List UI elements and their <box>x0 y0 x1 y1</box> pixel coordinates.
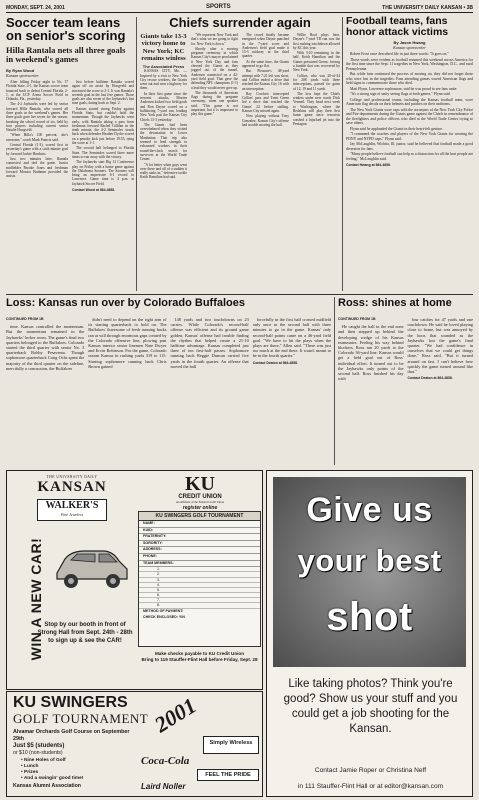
chiefs-body <box>140 33 340 181</box>
chiefs-paragraph: KANSAS CITY, Mo. — Inspired by a visit to New York City rescue workers, the Giants went out and won a highway for them. <box>140 69 187 91</box>
swingers-price-student: Just $5 (students) <box>13 743 65 749</box>
soccer-contact: Contact Wood at 864-4858. <box>72 188 116 193</box>
checks-note: Make checks payable to KU Credit Union <box>154 651 245 656</box>
soccer-paragraph: The Jayhawks start Big 12 Conference play on Friday with a home game against the Oklahoma Sooners. The Sooners will bring an impressive 6-1 record to Lawrence. Game time is 4 p.m. at Jayhawk Soccer Field. <box>72 160 134 186</box>
credit-union-logo <box>141 474 259 511</box>
registration-form <box>138 511 261 647</box>
chiefs-paragraph: The loss kept the Chiefs winless under new coach Dick Vermeil. They head next week to Washington, where the Redskins will play their first home game since terrorists crashed a hijacked jet into the Pentagon. <box>293 91 340 126</box>
folio-date: MONDAY, SEPT. 24, 2001 <box>6 5 65 11</box>
stop-by-text: Stop by our booth in front of Strong Hall from Sept. 24th - 28th to sign up & see the CAR! <box>37 622 133 644</box>
fans-headline: Football teams, fans honor attack victims <box>346 15 449 38</box>
udk-logo <box>25 475 119 496</box>
loss-paragraph: 148 yards and two touchdowns on 23 carries. While Colorado's second-half offense was efficient and its ground game golden, Kansas' offense had trouble finding the rhythm that helped create a 21-10 halftime advantage. Kansas completed just three of ten first-half passes. Sophomore running back Reggie Duncan carried five yards in the fourth quarter. An offense that moved the ball <box>170 317 249 369</box>
simply-wireless-logo: Simply Wireless <box>203 736 259 754</box>
team-member-line[interactable]: 5. <box>139 588 260 593</box>
walkers-name: WALKER'S <box>45 500 99 511</box>
ross-headline: Ross: shines at home <box>338 297 452 309</box>
chiefs-paragraph: The Giants had been overwhelmed when they visited the devastation in Lower Manhattan. That trip also seemed to lend strength to exhausted workers in their round-the-clock search for survivors at the World Trade Center. <box>140 122 187 162</box>
loss-body <box>6 317 331 372</box>
loss-contact: Contact Deaton at 864-4858. <box>252 360 298 365</box>
newspaper-page <box>6 3 473 797</box>
ross-col-1 <box>338 317 404 382</box>
bring-note: Bring to 119 Stauffer-Flint Hall before Friday, Sept. 28 <box>141 657 258 662</box>
team-member-line[interactable]: 3. <box>139 578 260 583</box>
fans-col <box>346 52 473 168</box>
shot-line-1: Give us <box>306 491 433 529</box>
team-member-line[interactable]: 4. <box>139 583 260 588</box>
coca-cola-logo: Coca-Cola <box>141 755 190 767</box>
soccer-body <box>6 80 134 192</box>
chiefs-paragraph: Now playing without Tony Gonzalez, Kansas City's offense had trouble moving the ball. <box>242 114 289 127</box>
column-rule <box>334 297 335 465</box>
section-rule <box>6 294 473 295</box>
form-field-team-members: TEAM MEMBERS: <box>139 561 260 568</box>
soccer-paragraph: After falling Friday night to No. 17 Florida State, 4-1, the Kansas soccer team bounced back to defeat Central Florida, 2-1, at the UCF Arena Soccer Field in Orlando, Fla., yesterday. <box>6 79 68 102</box>
best-shot-photo <box>273 477 466 667</box>
soccer-paragraph: Central Florida (1-3), scored first in yesterday's game with a sixth minute goal by forward Jackie Hawkins. <box>6 143 68 156</box>
swingers-price-nonstudent: or $10 (non-students) <box>13 750 63 756</box>
loss-paragraph: time. Kansas controlled the momentum. But the momentum remained in the Jayhawks' locker room. The game's final two quarters belonged to the Buffaloes. Colorado started the third quarter with senior No. 3 quarterback Bobby Pesavento. Though sophomore quarterback Craig Ochs spent the majority of the third quarter on the sideline, mercifully a concussion, the Buffaloes <box>6 324 85 371</box>
soccer-headline: Soccer team leans on senior's scoring <box>6 15 126 43</box>
loss-continued: CONTINUED FROM 1B <box>6 317 44 321</box>
fans-paragraph: "It's a strong sign of unity seeing flags at both games," Flynn said. <box>350 92 451 96</box>
swingers-year: 2001 <box>150 692 201 738</box>
ross-contact: Contact Deaton at 864-4858. <box>407 376 453 381</box>
bullet-item: • Nine Holes of Golf <box>21 758 66 763</box>
soccer-story <box>6 16 134 291</box>
form-title: KU SWINGERS GOLF TOURNAMENT <box>139 512 260 521</box>
loss-col-1 <box>6 317 84 372</box>
loss-col-3 <box>171 317 249 372</box>
loss-paragraph: didn't need to depend on the right arm of its starting quarterback to hold on. The Buffaloes' threesome of fresh running backs ran at will through enormous gaps created by the Colorado offensive line, plowing past Kansas interior senior linemen Nate Dwyer and Ervin Robinson. For the game, Colorado outran Kansas in rushing yards 319 to 115. Starting sophomore running back Chris Brown gained <box>88 317 167 369</box>
chiefs-col-1 <box>140 33 187 181</box>
soccer-paragraph: The second half belonged to Florida State. The Seminoles scored three more times to run away with the victory. <box>72 146 134 159</box>
bullet-item: • Lunch <box>21 764 39 769</box>
ross-paragraph: four catches for 47 yards and one touchdown. He said he loved playing close to home, but was annoyed by the boos that sounded as the Jayhawks lost the game's final quarter. "We had confidence in ourselves that we could get things done," Ross said. "But it turned around on fast. I can't believe how quickly the game turned around like that." <box>407 317 473 375</box>
loss-headline: Loss: Kansas run over by Colorado Buffaloes <box>6 297 245 309</box>
ross-paragraph: He caught the ball in the end zone and then stepped up behind the developing wedge of his Kansas teammates. Feeling his way behind blockers, Ross ran 20 yards to the Colorado 36-yard line. Kansas would get a field goal out of Ross' individual effort. It turned out to be the Jayhawks only points of the second half. Ross finished his day with <box>338 324 404 382</box>
fans-paragraph: Flynn said he applauded the Giants in their heart-felt gesture. <box>350 126 443 131</box>
alumni-logo: Kansas Alumni Association <box>13 783 81 789</box>
ku-swingers-ad <box>6 691 263 797</box>
form-field-address[interactable]: ADDRESS: <box>139 547 260 554</box>
bullet-item: • Prizes <box>21 770 39 775</box>
form-field-fraternity[interactable]: FRATERNITY: <box>139 534 260 541</box>
swingers-title-2: GOLF TOURNAMENT <box>13 711 149 726</box>
fans-paragraph: The New York Giants wore caps with the acronyms of the New York City Police and Fire departments during the Giants game against the Chiefs in remembrance of the firefighters and police officers who died at the World Trade Center trying to save others. <box>346 107 473 125</box>
car-graphic <box>51 529 131 599</box>
udk-logo-big: KANSAN <box>37 479 107 495</box>
best-shot-contact-1: Contact Jamie Roper or Christina Neff <box>314 767 427 774</box>
soccer-deck: Hilla Rantala nets all three goals in weekend's games <box>6 45 126 65</box>
best-shot-body: Like taking photos? Think you're good? Show us your stuff and you could get a job shooting for the Kansan. <box>283 678 458 735</box>
form-field-kuid[interactable]: KUID: <box>139 528 260 535</box>
column-rule <box>342 17 343 291</box>
chiefs-paragraph: Ray Crockett intercepted Collins' pass and Trent Green led a drive that reached the Giants' 22 before stalling. Kansas City missed again. <box>242 91 289 114</box>
chiefs-paragraph: But Pleasure's 48-yard attempt with 7:21 left was short, and Collins ended a drive that reached the Kansas City 16 with an interception. <box>242 69 289 91</box>
form-field-sorority[interactable]: SORORITY: <box>139 541 260 548</box>
soccer-byline: By Ryan Wood <box>6 67 35 73</box>
fans-story <box>346 16 473 291</box>
feel-the-pride-logo: FEEL THE PRIDE <box>197 769 259 781</box>
fans-body <box>346 52 473 168</box>
fans-byline-role: Kansan sportswriter <box>393 45 426 50</box>
team-member-line[interactable]: 8. <box>139 603 260 608</box>
fans-paragraph: Robert Frost once described life in just three words: "It goes on." <box>350 52 449 56</box>
soccer-paragraph: The 4-2 Jayhawks were led by senior forward Hilla Rantala, who scored all three goals in the weekend's games. Her three goals gave her seven for the season, breaking the school record of six, held by four players including current senior Natalie Hoogveld. <box>6 102 68 133</box>
fans-paragraph: Jay McLaughlin, Wichita, Ill. junior, said he believed that football made a good diversion for fans. <box>346 142 473 151</box>
win-car-ad <box>6 470 263 690</box>
chiefs-col-3 <box>242 33 289 181</box>
chiefs-deck: Giants take 13-3 victory home to New York; KC remains winless <box>140 33 187 62</box>
column-rule <box>136 17 137 291</box>
cu-sub: An Affiliate of the Federal Credit Union <box>175 500 225 504</box>
walkers-logo <box>37 499 107 521</box>
soccer-paragraph: Just two minutes later, Rantala connected and tied the game. Junior midfielder Brooke Jones and freshman forward Monica Bruhmm provided the assists. <box>6 156 68 179</box>
chiefs-paragraph: Shortly after a moving pregame ceremony in which Kansas City's mayor proclaimed it New York Day and fans cheered the Giants as they jogged out of the tunnel, Andersen connected on a 42-yard field goal. That gave the defending NFC champions (1-1) a lead they would never give up. <box>191 46 238 90</box>
chiefs-col-4 <box>293 33 340 181</box>
ross-story <box>338 298 473 466</box>
page-folio <box>6 3 473 13</box>
soccer-byline-role: Kansan sportswriter <box>6 72 39 78</box>
chiefs-paragraph: Willie Roaf plays later, Dayne's 7-yard TD run was the first rushing touchdown allowed by KC this year. <box>293 33 340 50</box>
folio-paper: THE UNIVERSITY DAILY KANSAN • 3B <box>382 5 473 11</box>
cu-logo-mark: KU <box>185 473 215 495</box>
fans-paragraph: Those words were evident as football resumed this weekend across America for the first time since the Sept. 11 tragedies in New York, Washington, D.C., and rural Pennsylvania. <box>346 57 473 71</box>
best-shot-contact-2[interactable]: in 111 Stauffer-Flint Hall or at editor@kansan.com <box>297 783 444 790</box>
fans-paragraph: "Many people believe football can help as a distraction for all the hurt people are feeling," McLaughlin said. <box>346 152 474 161</box>
bullet-text: Nine Holes of Golf <box>24 758 66 763</box>
best-shot-ad <box>266 470 473 797</box>
chiefs-paragraph: With 3:10 remaining in the half, Keith Hamilton and the Giants pressured Green, forcing a fumble that was recovered by New York. <box>293 51 340 73</box>
fans-byline: By Jason Hwang <box>393 40 426 45</box>
team-member-line[interactable]: 2. <box>139 572 260 577</box>
soccer-col-2 <box>72 80 134 192</box>
form-payment[interactable]: METHOD OF PAYMENT: <box>143 608 184 613</box>
folio-section: SPORTS <box>206 4 231 10</box>
soccer-paragraph: Kansas started strong Friday against Florida State, but couldn't hold the momentum. Though the Jayhawks went early, with Rantala taking a pass from freshman forward Rachel Gillilan in the tenth minute, the 4-2 Seminoles struck back when defender Heather Dyche scored on a penalty kick just before 19:53, tying the score at 1-1. <box>72 106 134 146</box>
bullet-item: • And a swingin' good time! <box>21 776 84 781</box>
soccer-paragraph: Just before halftime Rantala scored again off an assist by Hoogveld and increased the score to 2-1. It was Rantala's seventh goal in the last five games. Those goals are also seven of the Jayhawks's last nine goals, dating back to Sept. 2. <box>72 79 134 106</box>
form-instructions <box>138 651 261 663</box>
chiefs-paragraph: Collins, who was 20-of-34 for 208 yards with three interceptions, passed for gains of 12, 19 and 11 yards. <box>293 73 340 91</box>
ross-body <box>338 317 473 382</box>
walkers-sub: Fine Jewelers <box>60 512 84 517</box>
chiefs-col-2 <box>191 33 238 181</box>
form-field-phone[interactable]: PHONE: <box>139 554 260 561</box>
chiefs-paragraph: The crowd finally became energized when Dayne punched in the 7-yard score and Andersen's field goal made it 13-3 midway in the third quarter. <box>242 33 289 59</box>
bullet-text: And a swingin' good time! <box>23 776 84 781</box>
form-field-name[interactable]: NAME: <box>139 521 260 528</box>
ross-col-2 <box>408 317 474 382</box>
shot-line-3: shot <box>326 595 413 639</box>
form-check[interactable]: CHECK ENCLOSED: Y/N <box>143 615 185 620</box>
loss-col-2 <box>88 317 166 372</box>
fans-paragraph: "I commend the coaches and players of the New York Giants for wearing the FDNY and NYPD caps," Flynn said. <box>346 132 473 141</box>
laird-noller-logo: Laird Noller <box>141 782 186 791</box>
chiefs-story <box>140 16 340 291</box>
fans-paragraph: But while fans continued the process of moving on, they did not forget those who were lost in the tragedies. Fans attending games waved American flags and held signs to commemorate those who died. <box>346 72 473 85</box>
team-member-line[interactable]: 1. <box>139 567 260 572</box>
swingers-bullets <box>21 758 83 782</box>
chiefs-paragraph: "A lot better when guys went over there and all of a sudden it really sinks in," defensive tackle Keith Hamilton had said. <box>140 162 187 180</box>
cu-name: CREDIT UNION <box>178 494 222 500</box>
soccer-paragraph: "When Hilla's 100 percent, she's awesome," coach Mark Francis said. <box>6 133 68 142</box>
ross-continued: CONTINUED FROM 1B <box>338 317 376 321</box>
udk-logo-small: THE UNIVERSITY DAILY <box>46 475 98 479</box>
win-car-vertical-text: WIN A NEW CAR! <box>28 537 44 661</box>
chiefs-paragraph: "We represent New York and that's what we are going to fight for. New York is down." <box>191 33 238 46</box>
fans-paragraph: Matt Flynn, Lawrence sophomore, said he was proud to see fans unite. <box>350 86 458 91</box>
chiefs-paragraph: The thousands of American flags during the pregame ceremony, when one speaker said, "This game is not important, but it is important to play this game." <box>191 90 238 117</box>
chiefs-byline: The Associated Press <box>142 64 185 69</box>
register-online[interactable]: register online <box>182 505 218 511</box>
chiefs-headline: Chiefs surrender again <box>169 15 311 30</box>
chiefs-paragraph: At the same time, the Giants appeared to go flat. <box>242 59 289 69</box>
loss-col-4 <box>253 317 331 372</box>
fans-paragraph: College and professional teams, including the Kansas football team, wore American flag decals on their helmets and patches on their uniforms. <box>346 97 473 106</box>
swingers-venue: Alvamar Orchards Golf Course on September 29th <box>13 729 130 742</box>
loss-paragraph: forcefully in the first half crossed midfield only once in the second half with three minutes to go in the game. Kansas' only second-half points came on a 46-yard field goal. "We have to hit the plays when the plays are there," Allen said. "There was just too much at the end there. It wasn't meant to be in the fourth quarter." <box>252 317 331 359</box>
swingers-title-1: KU SWINGERS <box>13 694 128 711</box>
team-member-line[interactable]: 6. <box>139 593 260 598</box>
bullet-text: Lunch <box>24 764 39 769</box>
chiefs-paragraph: In their first game since the terrorist attacks, Morten Andersen kicked two field goals and Ron Dayne scored on a bulldozing 7-yard run, leading New York past the Kansas City Chiefs 13-3 yesterday. <box>140 91 187 122</box>
team-member-line[interactable]: 7. <box>139 598 260 603</box>
shot-line-2: your best <box>297 543 442 578</box>
fans-contact: Contact Hwang at 864-4858. <box>346 163 391 167</box>
soccer-col-1 <box>6 80 68 192</box>
loss-story <box>6 298 331 466</box>
bullet-text: Prizes <box>24 770 39 775</box>
